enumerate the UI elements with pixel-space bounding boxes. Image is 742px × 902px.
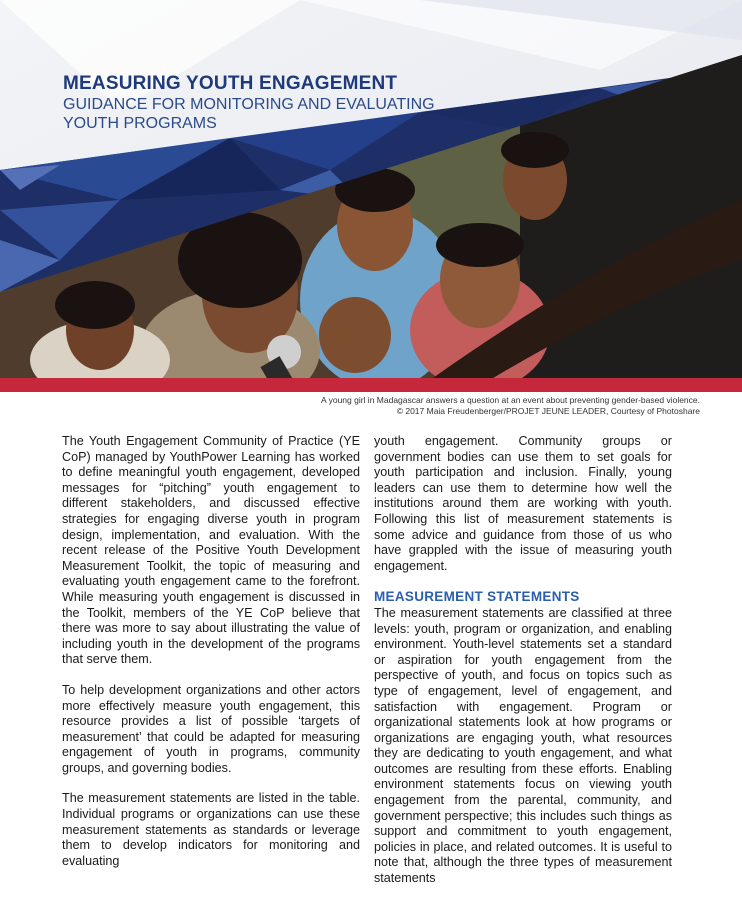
photo-caption-line1: A young girl in Madagascar answers a question at an event about preventing gender-based violence. <box>321 395 700 405</box>
red-accent-bar <box>0 378 742 392</box>
section-heading: MEASUREMENT STATEMENTS <box>374 589 580 605</box>
document-subtitle-line2: YOUTH PROGRAMS <box>63 115 217 132</box>
usage-paragraph: The measurement statements are listed in the table. Individual programs or organizations can use these measurement statements as standards or leverage them to develop indicators for monitoring and evaluating <box>62 791 360 868</box>
photo-credit: © 2017 Maia Freudenberger/PROJET JEUNE LEADER, Courtesy of Photoshare <box>396 406 700 416</box>
left-column <box>62 434 360 884</box>
intro-paragraph: The Youth Engagement Community of Practice (YE CoP) managed by YouthPower Learning has worked to define meaningful youth engagement, developed messages for “pitching” youth engagement to different stakeholders, and discussed effective strategies for engaging diverse youth in program design, implementation, and evaluation. With the recent release of the Positive Youth Development Measurement Toolkit, the topic of measuring and evaluating youth engagement came to the forefront. While measuring youth engagement is discussed in the Toolkit, members of the YE CoP believe that there was more to say about illustrating the value of including youth in the development of the programs that serve them. <box>62 434 360 667</box>
title-block <box>63 73 583 133</box>
photo-caption <box>300 395 700 417</box>
purpose-paragraph: To help development organizations and other actors more effectively measure youth engagement, this resource provides a list of possible ‘targets of measurement’ that could be adapted for measuring engagement of youth in programs, community groups, and governing bodies. <box>62 682 360 775</box>
header-banner <box>0 0 742 392</box>
right-column <box>374 434 672 902</box>
document-title: MEASURING YOUTH ENGAGEMENT <box>63 73 398 94</box>
usage-continued-paragraph: youth engagement. Community groups or government bodies can use them to set goals for youth participation and inclusion. Finally, young leaders can use them to determine how well the institutions around them are working with youth. Following this list of measurement statements is some advice and guidance from those of us who have grappled with the issue of measuring youth engagement. <box>374 434 672 573</box>
measurement-levels-paragraph: The measurement statements are classified at three levels: youth, program or organization, and enabling environment. Youth-level statements set a standard or aspiration for youth engagement from the perspective of youth, and focus on topics such as type of engagement, level of engagement, and satisfaction with engagement. Program or organizational statements look at how programs or organizations are engaging youth, what resources they are dedicating to youth engagement, and what outcomes are resulting from these efforts. Enabling environment statements focus on viewing youth engagement from the parental, community, and government perspective; this includes such things as support and commitment to youth engagement, policies in place, and related outcomes. It is useful to note that, although the three types of measurement statements <box>374 605 672 886</box>
document-subtitle-line1: GUIDANCE FOR MONITORING AND EVALUATING <box>63 96 435 113</box>
